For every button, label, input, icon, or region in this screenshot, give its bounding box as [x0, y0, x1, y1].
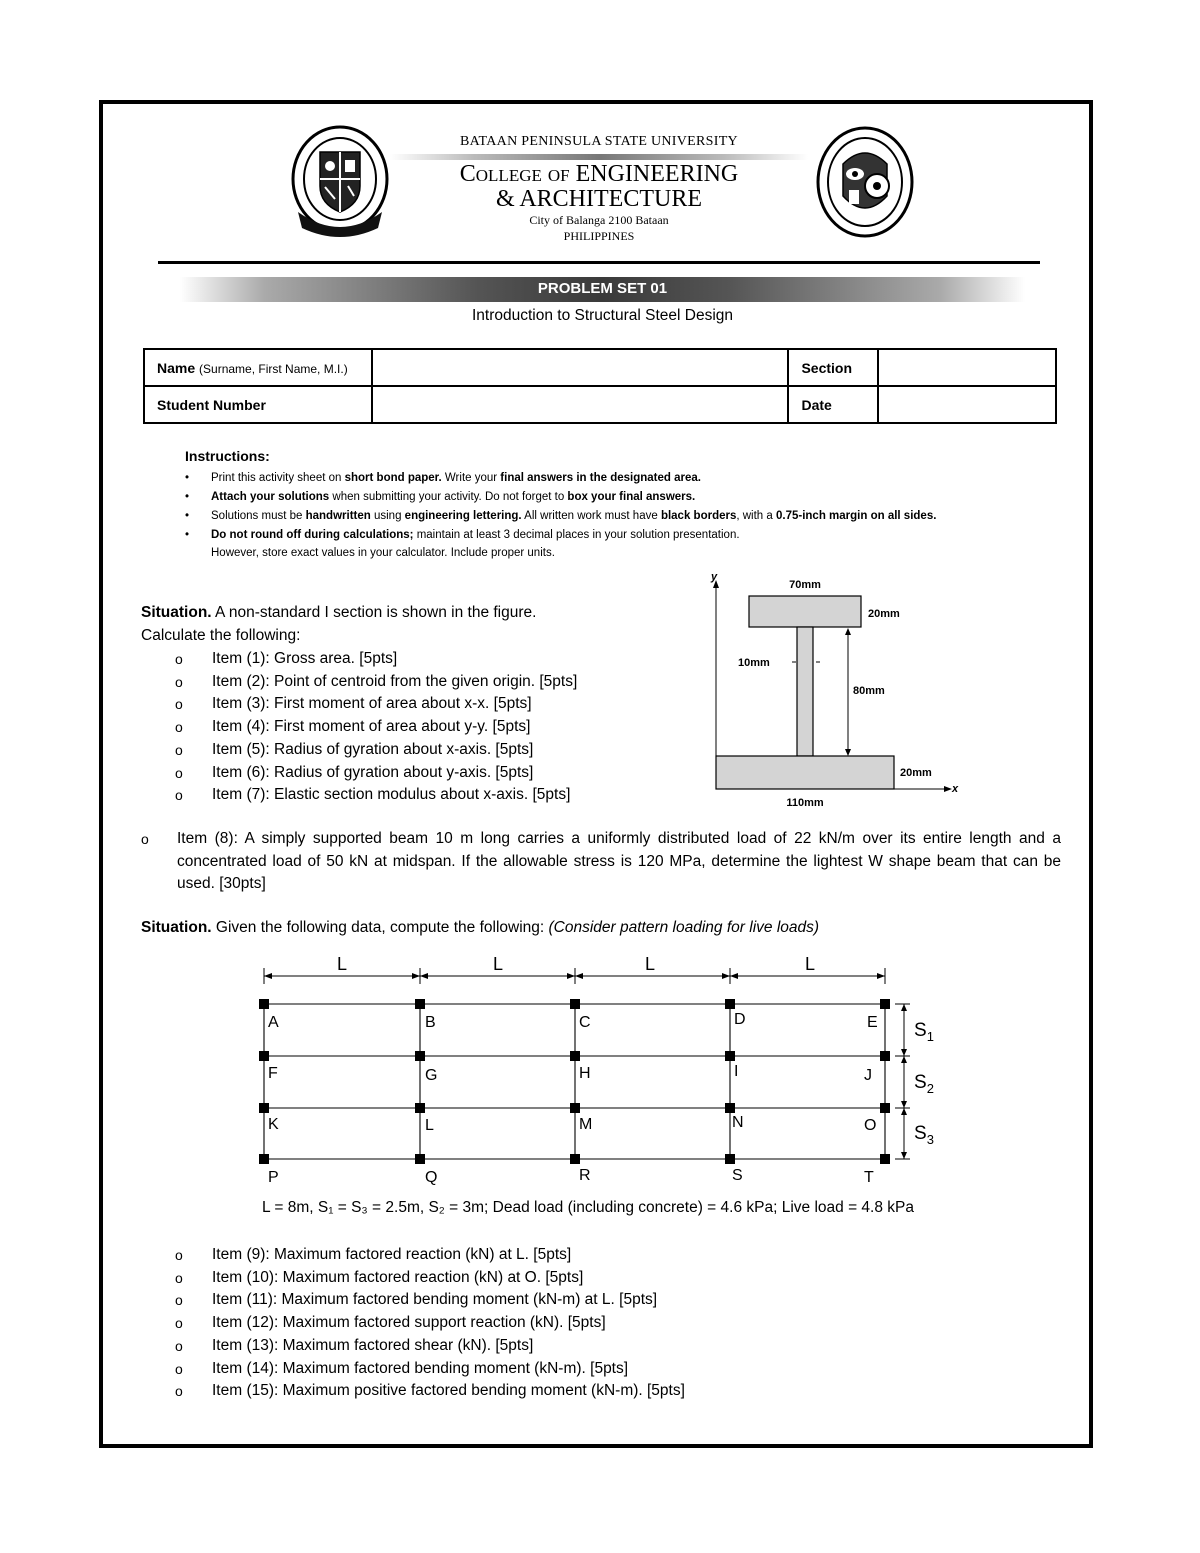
list-item: o Item (10): Maximum factored reaction (kN) at O. [5pts]: [175, 1268, 584, 1286]
node-label: K: [268, 1116, 279, 1133]
situation-2-items: [175, 1244, 685, 1403]
y-axis-label: y: [711, 571, 718, 583]
list-item: o Item (14): Maximum factored bending moment (kN-m). [5pts]: [175, 1359, 629, 1377]
top-flange: [749, 596, 861, 627]
instructions-title: Instructions:: [185, 448, 270, 464]
span-label-4: L: [804, 954, 816, 974]
date-field[interactable]: [878, 386, 1056, 423]
date-label: Date: [788, 386, 878, 423]
list-item: o Item (5): Radius of gyration about x-axis. [5pts]: [175, 740, 534, 758]
country-line: PHILIPPINES: [563, 229, 635, 243]
dim-web-thickness: 10mm: [738, 657, 770, 669]
dim-bottom-width: 110mm: [786, 797, 824, 809]
bullet-icon: •: [185, 510, 190, 522]
situation-1-items: [175, 648, 577, 807]
node-label: Q: [425, 1169, 438, 1186]
list-item: o Item (15): Maximum positive factored bending moment (kN-m). [5pts]: [175, 1382, 685, 1400]
node-label: L: [425, 1117, 434, 1134]
list-item: o Item (3): First moment of area about x-x. [5pts]: [175, 695, 532, 713]
bullet-icon: •: [185, 491, 190, 503]
s1-label: $S_1$: [914, 1020, 934, 1044]
node-label: H: [579, 1065, 591, 1082]
dim-top-thickness: 20mm: [868, 608, 900, 620]
span-label-1: L: [336, 954, 348, 974]
college-name: [390, 162, 808, 212]
s3-label: $S_3$: [914, 1123, 934, 1147]
header-gradient-bar: [390, 154, 808, 160]
item-8-text: Item (8): A simply supported beam 10 m long carries a uniformly distributed load of 22 kN/m over its entire length and a concentrated load of 50 kN at midspan. If the allowable stress is 120 MPa, determine the lightest W shape beam that can be used. [30pts]: [177, 830, 1061, 892]
city-line: City of Balanga 2100 Bataan: [529, 213, 669, 227]
span-label-3: L: [644, 954, 656, 974]
situation-1-text: Situation. A non-standard I section is shown in the figure.: [141, 604, 537, 621]
problem-set-subtitle: Introduction to Structural Steel Design: [471, 307, 734, 324]
instruction-continuation: However, store exact values in your calculator. Include proper units.: [211, 547, 555, 559]
college-seal-logo: [815, 124, 915, 242]
name-label: Name: [157, 359, 196, 376]
bullet-icon: •: [185, 529, 190, 541]
dim-bottom-thickness: 20mm: [900, 767, 932, 779]
problem-set-title: PROBLEM SET 01: [537, 280, 668, 297]
list-item: o Item (12): Maximum factored support reaction (kN). [5pts]: [175, 1314, 606, 1332]
node-label: I: [734, 1063, 739, 1080]
node-label: P: [268, 1169, 279, 1186]
instruction-item: • Do not round off during calculations; maintain at least 3 decimal places in your solution presentation. However, store exact values in your calculator. Include proper units.: [211, 526, 1071, 561]
list-item: o Item (1): Gross area. [5pts]: [175, 650, 398, 667]
x-axis-arrow: [944, 786, 952, 792]
student-info-table: [143, 348, 1057, 424]
instruction-item: • Solutions must be handwritten using engineering lettering. All written work must have black borders, with a 0.75-inch margin on all sides.: [211, 507, 1071, 526]
dim-arrow-up: [845, 628, 851, 635]
node-label: O: [864, 1117, 877, 1134]
node-label: A: [268, 1014, 279, 1031]
node-label: J: [864, 1067, 872, 1084]
name-hint: (Surname, First Name, M.I.): [199, 361, 348, 376]
web: [797, 627, 813, 756]
node-label: B: [425, 1014, 436, 1031]
list-item: o Item (6): Radius of gyration about y-axis. [5pts]: [175, 763, 534, 781]
s2-label: $S_2$: [914, 1072, 934, 1096]
list-item: o Item (9): Maximum factored reaction (kN) at L. [5pts]: [175, 1246, 572, 1263]
node-label: E: [867, 1014, 878, 1031]
name-field[interactable]: [372, 349, 789, 386]
item-8: o Item (8): A simply supported beam 10 m long carries a uniformly distributed load of 22 kN/m over its entire length and a concentrated load of 50 kN at midspan. If the allowable stress is 120 MPa, determine the lightest W shape beam that can be used. [30pts]: [141, 828, 1061, 896]
name-label-cell: [144, 349, 372, 386]
floor-grid-figure: [250, 950, 950, 1190]
dim-arrow-down: [845, 749, 851, 756]
header-divider: [158, 261, 1040, 264]
college-name-line2: & ARCHITECTURE: [495, 186, 702, 212]
i-section-figure: [700, 568, 970, 813]
node-label: M: [579, 1116, 593, 1133]
node-label: G: [425, 1067, 438, 1084]
instruction-item: • Print this activity sheet on short bond paper. Write your final answers in the designated area.: [211, 469, 1071, 488]
university-seal-logo: [290, 124, 390, 242]
section-label: Section: [788, 349, 878, 386]
situation-2-text: Situation. Given the following data, compute the following: (Consider pattern loading for live loads): [141, 919, 820, 936]
university-name: BATAAN PENINSULA STATE UNIVERSITY: [460, 134, 738, 149]
list-item: o Item (4): First moment of area about y-y. [5pts]: [175, 718, 531, 736]
college-name-line1: College of ENGINEERING: [459, 161, 739, 187]
span-label-2: L: [492, 954, 504, 974]
info-row-name: [144, 349, 1056, 386]
situation-1-calc: Calculate the following:: [141, 627, 301, 644]
bullet-icon: •: [185, 472, 190, 484]
x-axis-label: x: [952, 783, 959, 795]
node-label: N: [732, 1114, 744, 1131]
student-number-field[interactable]: [372, 386, 789, 423]
list-item: o Item (7): Elastic section modulus about x-axis. [5pts]: [175, 786, 571, 804]
section-field[interactable]: [878, 349, 1056, 386]
instructions-list: [185, 469, 1071, 561]
student-number-label: Student Number: [144, 386, 372, 423]
node-label: D: [734, 1011, 746, 1028]
node-label: T: [864, 1169, 874, 1186]
dim-web-height: 80mm: [853, 685, 885, 697]
node-label: S: [732, 1167, 743, 1184]
college-address: [390, 212, 808, 244]
node-label: F: [268, 1065, 278, 1082]
bottom-flange: [716, 756, 894, 789]
grid-data-caption: L = 8m, S₁ = S₃ = 2.5m, S₂ = 3m; Dead load (including concrete) = 4.6 kPa; Live load = 4.8 kPa: [262, 1199, 914, 1216]
dim-top-width: 70mm: [789, 579, 821, 591]
node-label: R: [579, 1167, 591, 1184]
info-row-student-number: [144, 386, 1056, 423]
list-item: o Item (13): Maximum factored shear (kN). [5pts]: [175, 1336, 534, 1354]
node-label: C: [579, 1014, 591, 1031]
list-item: o Item (11): Maximum factored bending moment (kN-m) at L. [5pts]: [175, 1291, 658, 1309]
instruction-item: • Attach your solutions when submitting your activity. Do not forget to box your final answers.: [211, 488, 1071, 507]
list-item: o Item (2): Point of centroid from the given origin. [5pts]: [175, 672, 578, 690]
